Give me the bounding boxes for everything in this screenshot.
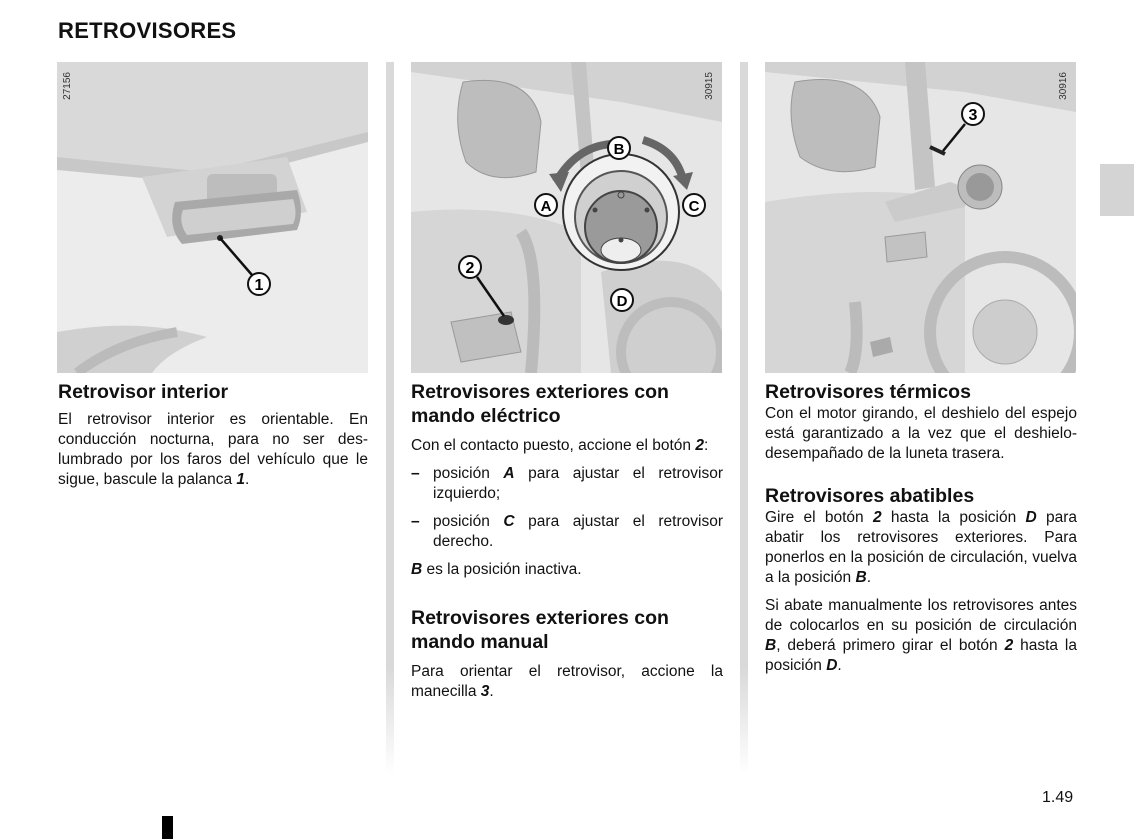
svg-text:2: 2 (465, 260, 475, 277)
column-heated-folding-mirrors (765, 380, 1077, 676)
svg-text:1: 1 (254, 277, 264, 294)
svg-text:D: D (616, 293, 628, 310)
electric-mirror-illustration (411, 62, 722, 373)
section-heading: Retrovisores abatibles (765, 485, 975, 507)
list-item: – posición A para ajustar el retrovisor izquierdo; (411, 465, 723, 502)
crop-mark (162, 816, 173, 839)
paragraph: Para orientar el retrovisor, accione la manecilla 3. (411, 663, 723, 700)
paragraph: Si abate manualmente los retrovisores antes de colocarlos en su posición de circulación B, deberá primero girar el botón 2 hasta la posición D. (765, 597, 1077, 674)
figure-code: 30915 (704, 72, 715, 100)
column-exterior-mirrors (411, 380, 723, 702)
section-heading: Retrovisores exteriores con mando eléctrico (411, 381, 669, 427)
section-heading: Retrovisores exteriores con mando manual (411, 607, 669, 653)
paragraph: El retrovisor interior es orientable. En conducción nocturna, para no ser des-lumbrado por los faros del vehículo que le sigue, bascule la palanca 1. (58, 411, 368, 488)
paragraph: Con el contacto puesto, accione el botón 2: (411, 437, 709, 454)
svg-text:A: A (540, 198, 552, 215)
column-divider (386, 62, 394, 774)
page-number: 1.49 (1042, 789, 1074, 806)
column-interior-mirror (58, 380, 368, 490)
section-heading: Retrovisor interior (58, 381, 229, 403)
figure-code: 27156 (62, 72, 73, 100)
figure-electric-mirror-control (411, 62, 722, 373)
figure-code: 30916 (1058, 72, 1069, 100)
paragraph: B es la posición inactiva. (411, 561, 582, 578)
svg-text:C: C (688, 198, 700, 215)
figure-manual-mirror-lever (765, 62, 1076, 373)
svg-text:3: 3 (968, 107, 978, 124)
svg-text:B: B (613, 141, 625, 158)
figure-interior-mirror (57, 62, 368, 373)
manual-mirror-illustration (765, 62, 1076, 373)
list-item: – posición C para ajustar el retrovisor derecho. (411, 513, 723, 550)
section-heading: Retrovisores térmicos (765, 381, 971, 403)
paragraph: Gire el botón 2 hasta la posición D para abatir los retrovisores exteriores. Para ponerlos en la posición de circulación, vuelva a la posición B. (765, 509, 1077, 586)
section-tab (1100, 164, 1134, 216)
interior-mirror-illustration (57, 62, 368, 373)
column-divider (740, 62, 748, 774)
paragraph: Con el motor girando, el deshielo del espejo está garantizado a la vez que el deshielo-desempañado de la luneta trasera. (765, 405, 1077, 462)
page-title: RETROVISORES (58, 18, 237, 43)
